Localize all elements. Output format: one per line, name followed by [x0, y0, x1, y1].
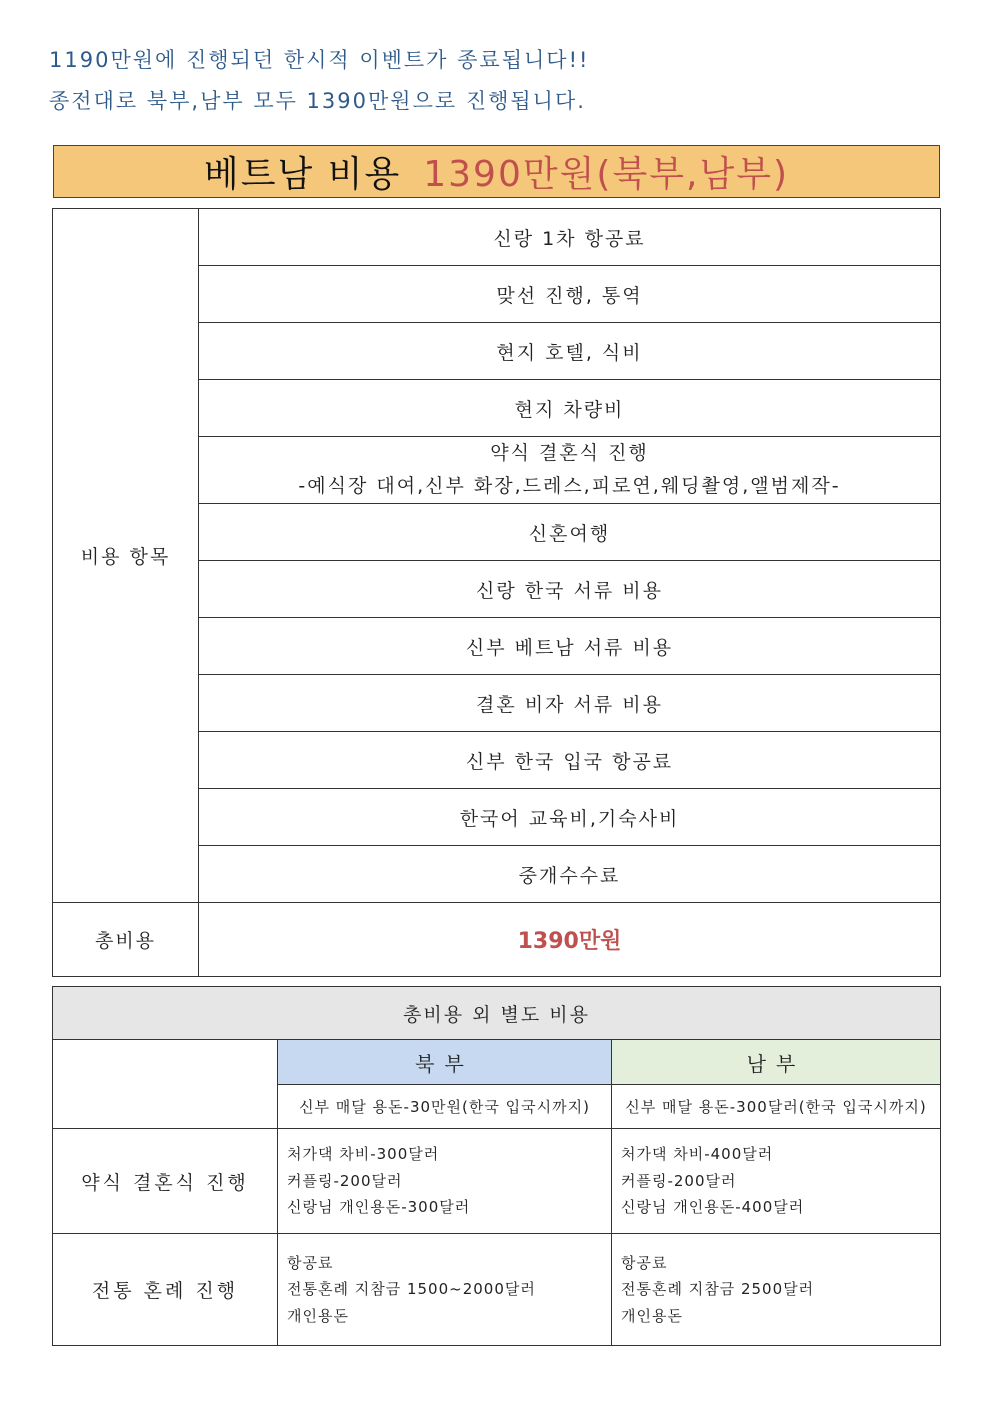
cost-line: 커플링-200달러 [621, 1171, 737, 1190]
extra-costs-table [52, 986, 941, 1346]
south-simple-wedding-costs [612, 1129, 941, 1234]
north-traditional-wedding-costs [278, 1234, 612, 1346]
cost-item: 신랑 한국 서류 비용 [199, 561, 941, 618]
row-label-traditional-wedding: 전통 혼례 진행 [53, 1234, 278, 1346]
notice-line-2: 종전대로 북부,남부 모두 1390만원으로 진행됩니다. [49, 89, 586, 113]
south-allowance: 신부 매달 용돈-300달러(한국 입국시까지) [612, 1085, 941, 1129]
cost-line: 전통혼례 지참금 1500~2000달러 [287, 1280, 536, 1299]
cost-item: 맞선 진행, 통역 [199, 266, 941, 323]
cost-item: 신혼여행 [199, 504, 941, 561]
cost-line: 항공료 [287, 1253, 334, 1272]
price-banner [53, 145, 940, 198]
cost-line: 항공료 [621, 1253, 668, 1272]
cost-line: 커플링-200달러 [287, 1171, 403, 1190]
north-allowance: 신부 매달 용돈-30만원(한국 입국시까지) [278, 1085, 612, 1129]
cost-item: 현지 차량비 [199, 380, 941, 437]
south-traditional-wedding-costs [612, 1234, 941, 1346]
cost-line: 개인용돈 [287, 1306, 349, 1325]
total-value: 1390만원 [199, 903, 941, 977]
notice-line-1: 1190만원에 진행되던 한시적 이벤트가 종료됩니다!! [49, 48, 590, 72]
items-label: 비용 항목 [53, 209, 199, 903]
south-header: 남부 [612, 1040, 941, 1085]
cost-item: 신부 한국 입국 항공료 [199, 732, 941, 789]
cost-line: 전통혼례 지참금 2500달러 [621, 1280, 815, 1299]
cost-item: 중개수수료 [199, 846, 941, 903]
empty-header-cell [53, 1040, 278, 1129]
cost-items-table [52, 208, 941, 977]
cost-line: 신랑님 개인용돈-400달러 [621, 1198, 805, 1217]
banner-title: 베트남 비용 [203, 154, 402, 195]
cost-item: 신랑 1차 항공료 [199, 209, 941, 266]
north-header: 북부 [278, 1040, 612, 1085]
cost-item: 한국어 교육비,기숙사비 [199, 789, 941, 846]
extra-costs-title: 총비용 외 별도 비용 [53, 987, 941, 1040]
cost-line: 처가댁 차비-300달러 [287, 1145, 440, 1164]
cost-item-wedding [199, 437, 941, 504]
cost-item: 결혼 비자 서류 비용 [199, 675, 941, 732]
cost-item: 현지 호텔, 식비 [199, 323, 941, 380]
total-label: 총비용 [53, 903, 199, 977]
wedding-item-detail: -예식장 대여,신부 화장,드레스,피로연,웨딩촬영,앨범제작- [298, 475, 841, 497]
banner-price: 1390만원(북부,남부) [423, 154, 790, 195]
cost-line: 처가댁 차비-400달러 [621, 1145, 774, 1164]
row-label-simple-wedding: 약식 결혼식 진행 [53, 1129, 278, 1234]
wedding-item-title: 약식 결혼식 진행 [490, 442, 649, 464]
cost-line: 개인용돈 [621, 1306, 683, 1325]
cost-line: 신랑님 개인용돈-300달러 [287, 1198, 471, 1217]
cost-item: 신부 베트남 서류 비용 [199, 618, 941, 675]
north-simple-wedding-costs [278, 1129, 612, 1234]
